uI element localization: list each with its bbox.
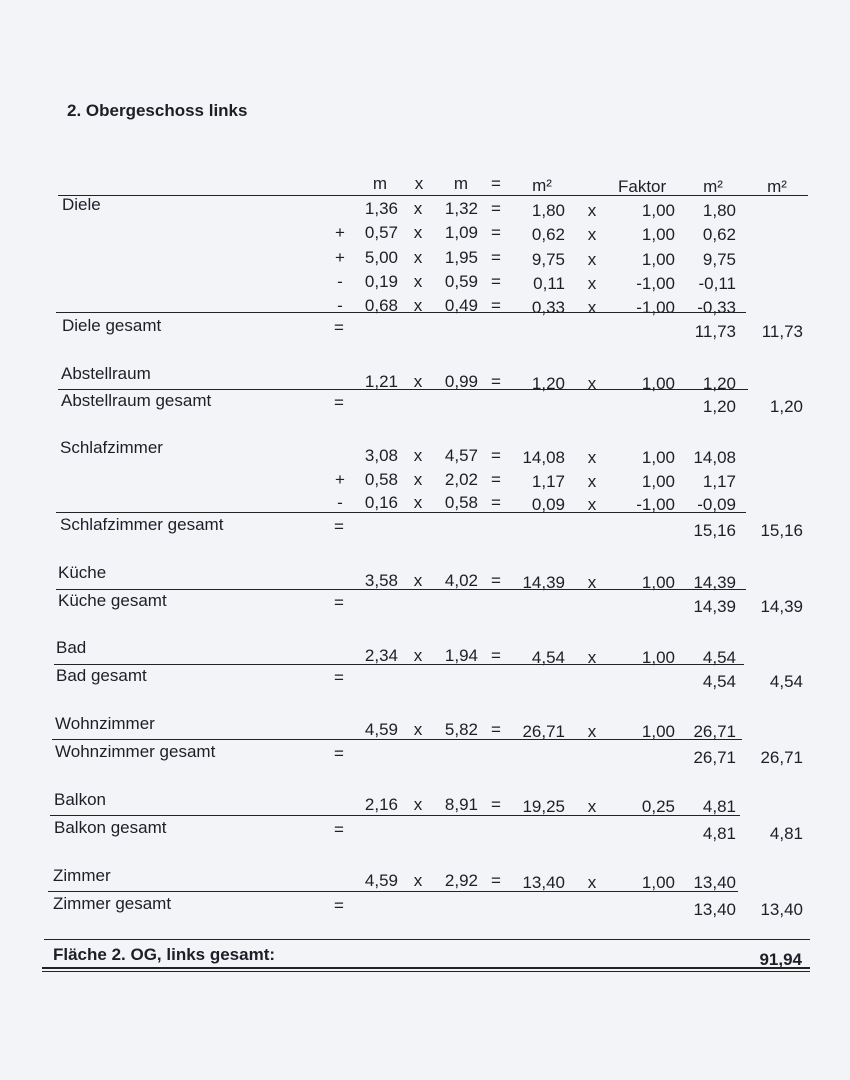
row-times-factor: x — [587, 797, 597, 816]
header-m1: m — [372, 174, 388, 193]
row-equals: = — [491, 272, 501, 291]
room-subtotal: 4,54 — [702, 672, 736, 691]
room-total-label: Balkon gesamt — [54, 818, 167, 837]
row-width: 0,99 — [444, 372, 478, 391]
room-name: Wohnzimmer — [55, 714, 155, 733]
room-total: 1,20 — [769, 397, 803, 416]
room-total-label: Wohnzimmer gesamt — [55, 742, 216, 761]
room-total-label: Schlafzimmer gesamt — [60, 515, 224, 534]
row-factor: 1,00 — [641, 448, 675, 467]
grand-total-label: Fläche 2. OG, links gesamt: — [53, 945, 276, 964]
row-result: -0,33 — [697, 298, 736, 317]
row-width: 1,09 — [444, 223, 478, 242]
row-factor: 0,25 — [641, 797, 675, 816]
row-times: x — [413, 871, 423, 890]
row-factor: 1,00 — [641, 250, 675, 269]
row-result: 13,40 — [693, 873, 736, 892]
row-equals: = — [491, 296, 501, 315]
room-name: Abstellraum — [61, 364, 151, 383]
row-area: 14,08 — [522, 448, 565, 467]
room-total-label: Diele gesamt — [62, 316, 162, 335]
row-length: 2,34 — [364, 646, 398, 665]
room-name: Bad — [56, 638, 87, 657]
row-length: 4,59 — [364, 871, 398, 890]
room-name: Schlafzimmer — [60, 438, 163, 457]
row-times: x — [413, 248, 423, 267]
row-area: 1,20 — [531, 374, 565, 393]
row-result: 9,75 — [702, 250, 736, 269]
row-area: 14,39 — [522, 573, 565, 592]
header-result: m² — [703, 177, 723, 196]
row-area: 19,25 — [522, 797, 565, 816]
row-width: 2,92 — [444, 871, 478, 890]
row-result: 1,80 — [702, 201, 736, 220]
room-rule — [48, 891, 738, 892]
row-times: x — [413, 372, 423, 391]
grand-total-rule-1 — [42, 967, 810, 969]
room-subtotal: 14,39 — [693, 597, 736, 616]
row-factor: 1,00 — [641, 648, 675, 667]
row-factor: 1,00 — [641, 873, 675, 892]
room-total: 13,40 — [760, 900, 803, 919]
room-rule — [56, 512, 746, 513]
row-equals: = — [491, 720, 501, 739]
row-times-factor: x — [587, 472, 597, 491]
row-times: x — [413, 446, 423, 465]
row-equals: = — [491, 571, 501, 590]
room-total-equals: = — [334, 318, 344, 337]
row-result: 4,54 — [702, 648, 736, 667]
room-total-equals: = — [334, 668, 344, 687]
row-equals: = — [491, 646, 501, 665]
row-sign: + — [335, 248, 345, 267]
row-equals: = — [491, 871, 501, 890]
room-total: 11,73 — [761, 322, 803, 341]
row-equals: = — [491, 199, 501, 218]
row-length: 4,59 — [364, 720, 398, 739]
row-area: 4,54 — [531, 648, 565, 667]
row-times-factor: x — [587, 201, 597, 220]
row-equals: = — [491, 493, 501, 512]
room-total-equals: = — [334, 593, 344, 612]
row-area: 13,40 — [522, 873, 565, 892]
row-equals: = — [491, 248, 501, 267]
room-name: Diele — [62, 195, 101, 214]
room-subtotal: 15,16 — [693, 521, 736, 540]
row-width: 0,49 — [444, 296, 478, 315]
row-sign: - — [337, 296, 343, 315]
row-length: 1,36 — [364, 199, 398, 218]
row-sign: + — [335, 223, 345, 242]
row-times: x — [413, 795, 423, 814]
row-factor: 1,00 — [641, 225, 675, 244]
row-result: 1,20 — [702, 374, 736, 393]
row-length: 0,16 — [364, 493, 398, 512]
room-rule — [52, 739, 742, 740]
row-times: x — [413, 470, 423, 489]
header-rule — [58, 195, 808, 196]
row-times-factor: x — [587, 250, 597, 269]
room-rule — [56, 589, 746, 590]
row-width: 1,32 — [444, 199, 478, 218]
row-times-factor: x — [587, 225, 597, 244]
row-length: 5,00 — [364, 248, 398, 267]
room-subtotal: 13,40 — [693, 900, 736, 919]
row-times-factor: x — [587, 722, 597, 741]
row-width: 1,95 — [444, 248, 478, 267]
row-result: 1,17 — [702, 472, 736, 491]
row-sign: + — [335, 470, 345, 489]
row-result: 0,62 — [702, 225, 736, 244]
room-rule — [50, 815, 740, 816]
row-length: 3,08 — [364, 446, 398, 465]
row-times-factor: x — [587, 873, 597, 892]
row-result: -0,09 — [697, 495, 736, 514]
row-area: 0,11 — [533, 274, 565, 293]
row-times: x — [413, 223, 423, 242]
room-total: 26,71 — [760, 748, 803, 767]
room-subtotal: 26,71 — [693, 748, 736, 767]
room-rule — [56, 312, 746, 313]
row-factor: 1,00 — [641, 201, 675, 220]
row-times: x — [413, 493, 423, 512]
row-equals: = — [491, 223, 501, 242]
row-result: 26,71 — [693, 722, 736, 741]
row-width: 1,94 — [444, 646, 478, 665]
row-times: x — [413, 272, 423, 291]
row-area: 1,17 — [531, 472, 565, 491]
row-times: x — [413, 571, 423, 590]
row-area: 0,33 — [531, 298, 565, 317]
row-sign: - — [337, 272, 343, 291]
room-total-equals: = — [334, 517, 344, 536]
room-total-equals: = — [334, 393, 344, 412]
row-equals: = — [491, 470, 501, 489]
header-area: m² — [532, 176, 552, 195]
row-times-factor: x — [587, 448, 597, 467]
header-faktor: Faktor — [618, 177, 667, 196]
room-total-label: Abstellraum gesamt — [61, 391, 212, 410]
row-result: 14,39 — [693, 573, 736, 592]
row-sign: - — [337, 493, 343, 512]
row-result: 14,08 — [693, 448, 736, 467]
row-area: 26,71 — [522, 722, 565, 741]
room-total-label: Bad gesamt — [56, 666, 147, 685]
row-length: 0,58 — [364, 470, 398, 489]
room-total-equals: = — [334, 820, 344, 839]
room-name: Zimmer — [53, 866, 111, 885]
row-length: 2,16 — [364, 795, 398, 814]
row-area: 0,62 — [531, 225, 565, 244]
room-total-label: Küche gesamt — [58, 591, 167, 610]
header-m2: m — [453, 174, 469, 193]
header-total: m² — [767, 177, 787, 196]
room-total: 4,54 — [769, 672, 803, 691]
row-width: 8,91 — [444, 795, 478, 814]
row-times: x — [413, 720, 423, 739]
room-total-equals: = — [334, 896, 344, 915]
row-times-factor: x — [587, 298, 597, 317]
row-times: x — [413, 296, 423, 315]
row-factor: 1,00 — [641, 573, 675, 592]
row-length: 0,19 — [364, 272, 398, 291]
row-result: 4,81 — [702, 797, 736, 816]
page-title: 2. Obergeschoss links — [67, 101, 248, 120]
row-equals: = — [491, 372, 501, 391]
row-factor: 1,00 — [641, 374, 675, 393]
room-subtotal: 1,20 — [702, 397, 736, 416]
row-times-factor: x — [587, 648, 597, 667]
row-area: 0,09 — [531, 495, 565, 514]
row-length: 3,58 — [364, 571, 398, 590]
header-x: x — [414, 174, 424, 193]
row-factor: -1,00 — [636, 298, 675, 317]
row-times-factor: x — [587, 274, 597, 293]
row-factor: 1,00 — [641, 472, 675, 491]
room-name: Balkon — [54, 790, 106, 809]
room-subtotal: 11,73 — [694, 322, 736, 341]
row-width: 0,59 — [444, 272, 478, 291]
room-total: 15,16 — [760, 521, 803, 540]
room-total-equals: = — [334, 744, 344, 763]
row-area: 9,75 — [531, 250, 565, 269]
row-times-factor: x — [587, 374, 597, 393]
header-eq: = — [491, 174, 501, 193]
room-total-label: Zimmer gesamt — [53, 894, 172, 913]
row-length: 0,68 — [364, 296, 398, 315]
room-total: 4,81 — [769, 824, 803, 843]
row-equals: = — [491, 446, 501, 465]
row-times-factor: x — [587, 495, 597, 514]
row-width: 0,58 — [444, 493, 478, 512]
grand-total-value: 91,94 — [759, 950, 802, 969]
grand-total-top-rule — [44, 939, 810, 940]
row-width: 4,57 — [444, 446, 478, 465]
row-result: -0,11 — [698, 274, 736, 293]
row-width: 2,02 — [444, 470, 478, 489]
row-width: 5,82 — [444, 720, 478, 739]
row-area: 1,80 — [531, 201, 565, 220]
row-times: x — [413, 199, 423, 218]
row-factor: -1,00 — [636, 274, 675, 293]
row-length: 1,21 — [364, 372, 398, 391]
room-rule — [54, 664, 744, 665]
room-rule — [58, 389, 748, 390]
room-subtotal: 4,81 — [702, 824, 736, 843]
room-total: 14,39 — [760, 597, 803, 616]
row-factor: -1,00 — [636, 495, 675, 514]
row-width: 4,02 — [444, 571, 478, 590]
row-factor: 1,00 — [641, 722, 675, 741]
room-name: Küche — [58, 563, 107, 582]
row-times-factor: x — [587, 573, 597, 592]
row-equals: = — [491, 795, 501, 814]
row-times: x — [413, 646, 423, 665]
row-length: 0,57 — [364, 223, 398, 242]
grand-total-rule-2 — [42, 971, 810, 972]
